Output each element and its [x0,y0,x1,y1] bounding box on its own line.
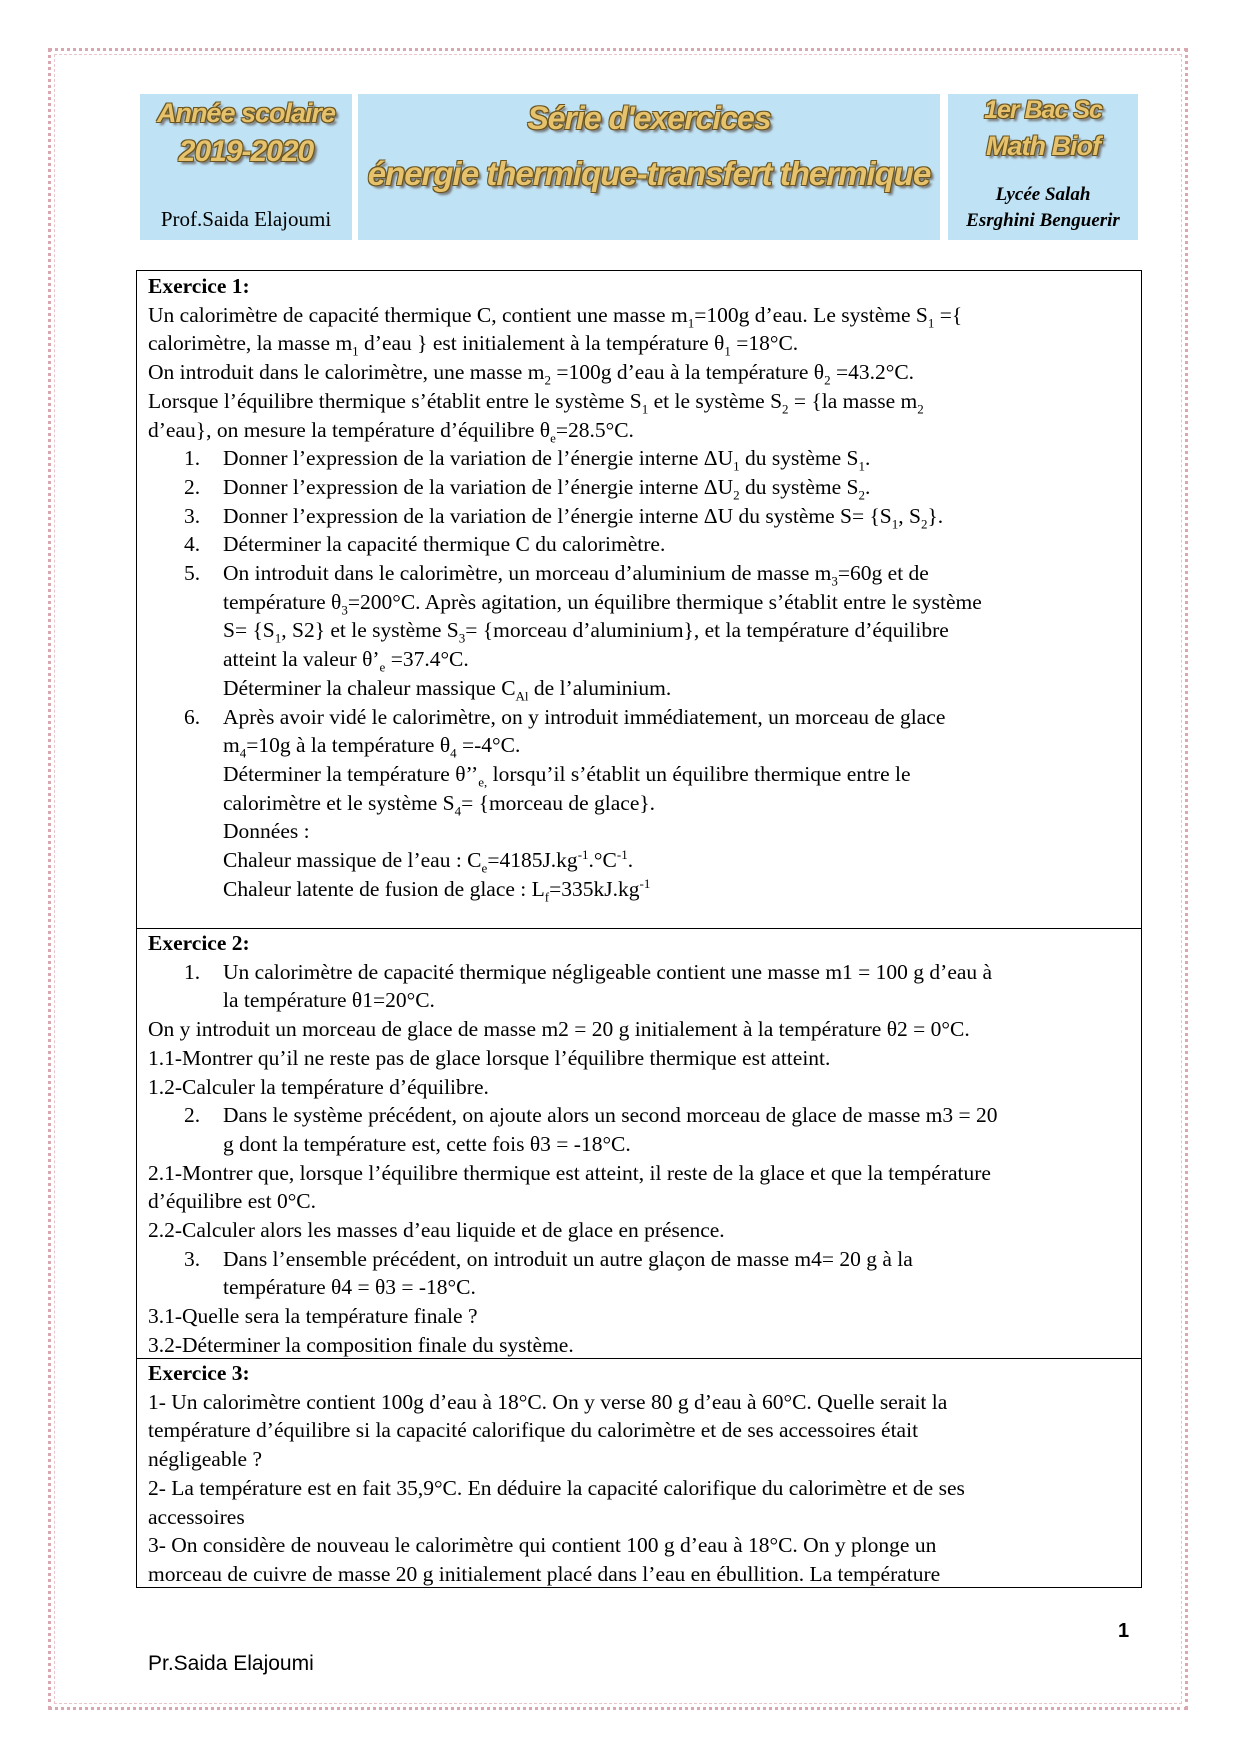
ex1-question-4: 4. Déterminer la capacité thermique C du calorimètre. [184,532,666,557]
ex3-line-3: négligeable ? [148,1447,263,1472]
prof-name: Prof.Saida Elajoumi [160,207,332,231]
ex2-line-7: 3.1-Quelle sera la température finale ? [148,1304,478,1329]
series-subject: énergie thermique-transfert thermique [367,155,931,192]
ex2-part-2: 2. Dans le système précédent, on ajoute alors un second morceau de glace de masse m3 = 20 [184,1103,998,1128]
school-name [948,182,1138,234]
exercise-1-title: Exercice 1: [148,274,250,298]
ex3-line-1: 1- Un calorimètre contient 100g d’eau à 18°C. On y verse 80 g d’eau à 60°C. Quelle serait la [148,1389,948,1414]
ex1-question-6-line-2: $m_4=10g$ à la température $\theta_4 =-4^\circ C$. [223,733,521,761]
ex1-intro-line-2: calorimètre, la masse $m_1$ d’eau } est initialement à la température $\theta_1 =18^\circ C$. [148,331,799,359]
ex1-question-5-line-5: Déterminer la chaleur massique $C_{Al}$ de l’aluminium. [223,675,672,704]
ex3-line-7: morceau de cuivre de masse 20 g initialement placé dans l’eau en ébullition. La température [148,1561,941,1586]
ex2-part-1: 1. Un calorimètre de capacité thermique négligeable contient une masse m1 = 100 g d’eau à [184,959,993,984]
ex2-line-3: 1.2-Calculer la température d’équilibre. [148,1074,489,1099]
ex1-question-6-line-4: calorimètre et le système $S_4=$ {morceau de glace}. [223,790,656,818]
header-school-year-box [140,94,352,240]
ex1-data-label: Données : [223,819,310,844]
ex1-data-1: Chaleur massique de l’eau : $C_e=4185J.kg^{-1}.^\circ C^{-1}$. [223,846,634,876]
header-level-box [948,94,1138,240]
header-title-box [358,94,940,240]
ex1-question-2: 2. Donner l’expression de la variation de l’énergie interne $\Delta U_2$ du système $S_2$. [184,474,871,503]
ex1-question-5: 5. On introduit dans le calorimètre, un morceau d’aluminium de masse $m_3=60g$ et de [184,561,929,589]
ex2-part-1-line-2: la température θ1=20°C. [223,988,435,1013]
ex2-line-6: 2.2-Calculer alors les masses d’eau liquide et de glace en présence. [148,1218,725,1243]
ex3-line-2: température d’équilibre si la capacité calorifique du calorimètre et de ses accessoires était [148,1418,919,1443]
ex2-line-1: On y introduit un morceau de glace de masse m2 = 20 g initialement à la température θ2 = 0°C. [148,1017,970,1042]
school-year-label: Année scolaire [156,98,336,128]
school-line-2: Esrghini Benguerir [966,210,1120,231]
ex1-question-3: 3. Donner l’expression de la variation de l’énergie interne ΔU du système $S= \{S_1$, $S_2$}. [184,503,944,531]
exercise-2 [148,929,1128,1360]
ex3-line-5: accessoires [148,1504,245,1529]
exercise-2-title: Exercice 2: [148,931,250,955]
exercise-1 [148,272,1128,903]
ex2-part-3: 3. Dans l’ensemble précédent, on introduit un autre glaçon de masse m4= 20 g à la [184,1246,913,1271]
ex1-question-5-line-2: température $\theta_3=200^\circ C$. Après agitation, un équilibre thermique s’établit entre le système [223,589,982,618]
exercise-3 [148,1359,1128,1589]
ex2-line-5: d’équilibre est 0°C. [148,1189,317,1214]
ex1-question-5-line-3: $S= \{S_1$, S2} et le système $S_3=$ {morceau d’aluminium}, et la température d’équilibre [223,618,949,646]
ex1-intro-line-1: Un calorimètre de capacité thermique C, contient une masse $m_1=100g$ d’eau. Le système $S_1$ ={ [148,302,963,330]
ex1-question-5-line-4: atteint la valeur $\theta’_e =37.4^\circ C$. [223,647,469,675]
school-line-1: Lycée Salah [995,184,1091,205]
ex1-intro-line-5: d’eau}, on mesure la température d’équilibre $\theta_e=28.5^\circ C$. [148,417,634,445]
ex3-line-6: 3- On considère de nouveau le calorimètre qui contient 100 g d’eau à 18°C. On y plonge un [148,1533,937,1558]
series-title: Série d'exercices [527,100,771,136]
ex3-line-4: 2- La température est en fait 35,9°C. En déduire la capacité calorifique du calorimètre et de ses [148,1475,965,1500]
ex2-line-2: 1.1-Montrer qu’il ne reste pas de glace lorsque l’équilibre thermique est atteint. [148,1045,831,1070]
ex1-intro-line-3: On introduit dans le calorimètre, une masse $m_2 =100g$ d’eau à la température $\theta_2 =43.2^\circ C$. [148,360,915,388]
footer-author: Pr.Saida Elajoumi [148,1652,314,1675]
school-year: 2019-2020 [178,135,314,168]
ex2-line-4: 2.1-Montrer que, lorsque l’équilibre thermique est atteint, il reste de la glace et que la température [148,1160,991,1185]
page-number: 1 [1118,1620,1130,1642]
ex1-question-6: 6. Après avoir vidé le calorimètre, on y introduit immédiatement, un morceau de glace [184,704,946,729]
ex2-part-3-line-2: température θ4 = θ3 = -18°C. [223,1275,476,1300]
exercise-3-title: Exercice 3: [148,1361,250,1385]
ex1-data-2: Chaleur latente de fusion de glace : $L_f=335kJ.kg^{-1}$ [223,875,651,905]
ex1-intro-line-4: Lorsque l’équilibre thermique s’établit entre le système $S_1$ et le système $S_2 = \{la$ masse $m_2$ [148,388,924,417]
ex2-part-2-line-2: g dont la température est, cette fois θ3 = -18°C. [223,1131,631,1156]
ex1-question-6-line-3: Déterminer la température $\theta’’_{e,}$ lorsqu’il s’établit un équilibre thermique entre le [223,761,911,790]
ex2-line-8: 3.2-Déterminer la composition finale du système. [148,1332,574,1357]
level: 1er Bac Sc [984,96,1102,124]
ex1-question-1: 1. Donner l’expression de la variation de l’énergie interne $\Delta U_1$ du système $S_1$. [184,446,871,474]
stream: Math Biof [986,131,1100,161]
